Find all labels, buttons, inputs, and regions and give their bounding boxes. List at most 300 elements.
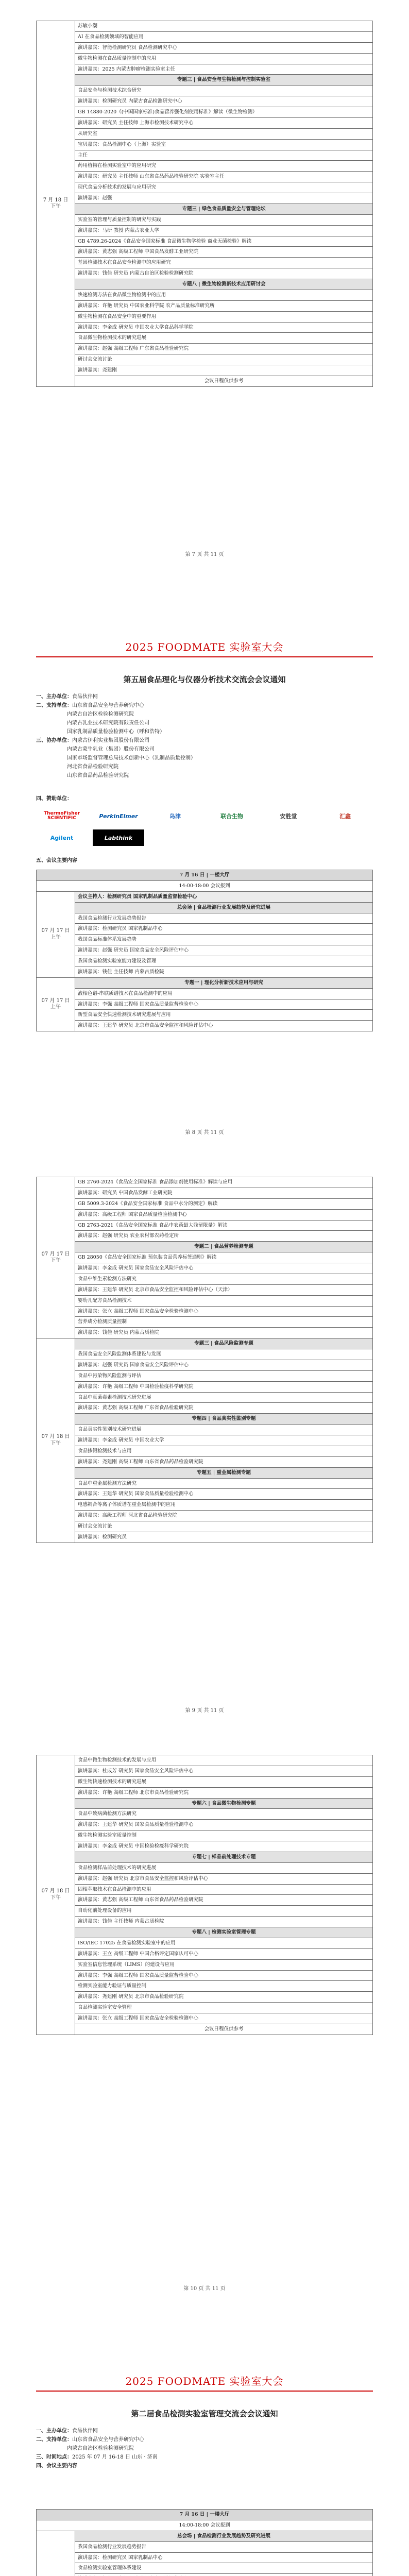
day-cell: 07 月 17 日 上午	[37, 977, 75, 1031]
agenda-item: GB 2763-2021《食品安全国家标准 食品中农药最大残留限量》解读	[75, 1220, 373, 1231]
table-row	[37, 935, 373, 945]
section-heading: 二、支持单位：	[36, 2437, 72, 2443]
table-row	[37, 1820, 373, 1831]
agenda-item: 演讲嘉宾：钱佳 研究员 内蒙古自治区检验检测研究院	[75, 268, 373, 279]
agenda-item: 演讲嘉宾：研究员 主任技师 上海市检测技术研究中心	[75, 117, 373, 128]
meeting-title: 2025 FOODMATE 实验室大会	[125, 2375, 284, 2387]
section-heading: 一、主办单位：	[36, 2428, 72, 2434]
table-row	[37, 128, 373, 139]
table-row	[37, 322, 373, 333]
table-row	[37, 1489, 373, 1500]
table-row	[37, 300, 373, 311]
table-row	[37, 1306, 373, 1317]
section-heading: 二、支持单位：	[36, 703, 72, 708]
table-row	[37, 1414, 373, 1425]
page-number: 第 10 页 共 11 页	[183, 2286, 226, 2292]
table-row	[37, 1328, 373, 1338]
day-cell: 7 月 18 日 下午	[37, 21, 75, 387]
agenda-item: 微生物检测在食品安全中的重要作用	[75, 311, 373, 322]
agenda-item: 固相萃取技术在食品检测中的应用	[75, 1884, 373, 1895]
table-row	[37, 999, 373, 1010]
table-row	[37, 967, 373, 977]
table-row	[37, 225, 373, 236]
lianhe-logo: 联合生物	[220, 813, 243, 820]
table-row	[37, 1831, 373, 1841]
table-row	[37, 1532, 373, 1543]
day-cell: 07 月 17 日 上午	[37, 891, 75, 977]
table-row	[37, 2024, 373, 2035]
agenda-item: 演讲嘉宾：李金成 研究员 中国农业大学食品科学学院	[75, 322, 373, 333]
agenda-item: 演讲嘉宾：检测研究员 国家乳制品中心	[75, 2552, 373, 2563]
day-cell: 07 月 18 日 下午	[37, 1755, 75, 2035]
schedule-table	[36, 21, 373, 387]
table-row	[37, 75, 373, 86]
table-row	[37, 258, 373, 268]
table-row	[37, 1852, 373, 1862]
agenda-item: 演讲嘉宾：许艳 研究员 中国农业科学院 农产品质量标准研究所	[75, 300, 373, 311]
agenda-item: 新型食品安全快速检测技术研究进展与应用	[75, 1010, 373, 1021]
table-row	[37, 1446, 373, 1456]
agenda-item: ISO/IEC 17025 在食品检测实验室中的应用	[75, 1938, 373, 1948]
agenda-item: 演讲嘉宾：尧建刚 研究员 北京市食品检验研究院	[75, 1992, 373, 2003]
agenda-item: 演讲嘉宾：王建华 研究员 国家食品质量检验检测中心	[75, 1489, 373, 1500]
topic-band: 总会场 | 食品检测行业发展趋势及研究进展	[75, 2531, 373, 2541]
labthink-logo: Labthink	[93, 829, 144, 846]
agenda-item: 演讲嘉宾：李金成 研究员 中国农业大学	[75, 1435, 373, 1446]
checkin-row	[37, 2520, 373, 2531]
agenda-item: 演讲嘉宾：研究员 中国食品发酵工业研究院	[75, 1188, 373, 1198]
table-row	[37, 1948, 373, 1959]
agenda-item: 演讲嘉宾：王立 高级工程师 中国合格评定国家认可中心	[75, 1948, 373, 1959]
agenda-item: 电感耦合等离子体质谱在重金属检测中的应用	[75, 1500, 373, 1511]
schedule-table	[36, 2509, 373, 2576]
agenda-item: 演讲嘉宾：赵强 研究员 北京市食品安全监控和风险评估中心	[75, 1873, 373, 1884]
agilent-logo: Agilent	[50, 834, 74, 841]
agenda-item: 演讲嘉宾：李强 高级工程师 国家食品质量监督检验中心	[75, 1970, 373, 1981]
table-row	[37, 1435, 373, 1446]
schedule-note: 会议日程仅供参考	[75, 2024, 373, 2035]
agenda-item: 演讲嘉宾：赵强 研究员 农业农村部农药检定所	[75, 1231, 373, 1242]
agenda-item: 演讲嘉宾：检测研究员 内蒙古食品检测研究中心	[75, 96, 373, 107]
agenda-item: 液相色谱-串联质谱技术在食品检测中的应用	[75, 988, 373, 999]
table-row	[37, 31, 373, 42]
agenda-item: 演讲嘉宾：马研 教授 内蒙古农业大学	[75, 225, 373, 236]
agenda-item: 药用植物在检测实验室中的应用研究	[75, 161, 373, 172]
topic-band: 专题二 | 食品营养检测专题	[75, 1242, 373, 1252]
notice-section	[36, 2453, 373, 2462]
section-line: 内蒙古自治区检验检测研究院	[67, 711, 134, 717]
table-row	[37, 1425, 373, 1435]
topic-band: 专题七 | 样品前处理技术专题	[75, 1852, 373, 1862]
agenda-item: 食品检测实验室安全管理	[75, 2003, 373, 2013]
agenda-item: 演讲嘉宾：王建华 研究员 北京市食品安全监控和风险评估中心	[75, 1021, 373, 1031]
table-row	[37, 1231, 373, 1242]
table-row	[37, 344, 373, 354]
table-row	[37, 1873, 373, 1884]
notice-sections	[36, 2427, 373, 2470]
topic-band: 专题三 | 食品风险监测专题	[75, 1338, 373, 1349]
section-heading: 一、主办单位：	[36, 694, 72, 700]
table-row	[37, 902, 373, 913]
perkinelmer-logo: PerkinElmer	[99, 812, 138, 820]
agenda-item: 食品检测实验室管理体系建设	[75, 2563, 373, 2574]
agenda-item: 现代食品分析技术的发展与应用研究	[75, 182, 373, 193]
agenda-item: 自动化前处理设备的应用	[75, 1906, 373, 1917]
section-line: 内蒙古蒙牛乳业（集团）股份有限公司	[67, 747, 155, 752]
table-row	[37, 924, 373, 935]
table-row	[37, 53, 373, 64]
agenda-item: 演讲嘉宾：黄志强 高级工程师 广东省食品检验研究院	[75, 1403, 373, 1414]
table-row	[37, 891, 373, 902]
agenda-item: 研讨会交流讨论	[75, 354, 373, 365]
table-row	[37, 182, 373, 193]
table-row	[37, 42, 373, 53]
page-10	[0, 1734, 409, 2312]
table-row	[37, 139, 373, 150]
topic-band: 专题五 | 重金属检测专题	[75, 1467, 373, 1478]
agenda-item: 我国食品标准体系发展趋势	[75, 935, 373, 945]
agenda-item: 演讲嘉宾：检测研究员	[75, 1532, 373, 1543]
shimadzu-logo: 岛津	[169, 813, 181, 820]
agenda-item: 食品中真菌毒素检测技术研究进展	[75, 1392, 373, 1403]
agenda-item: 演讲嘉宾：2025 内蒙古肿瘤检测实验室主任	[75, 64, 373, 75]
table-row	[37, 279, 373, 290]
agenda-item: 演讲嘉宾：检测研究员 国家乳制品中心	[75, 924, 373, 935]
table-row	[37, 1755, 373, 1766]
schedule-table	[36, 870, 373, 1031]
table-row	[37, 365, 373, 376]
table-row	[37, 1209, 373, 1220]
schedule-note: 会议日程仅供参考	[75, 376, 373, 386]
agenda-item: 食品中微生物检测技术的发展与应用	[75, 1755, 373, 1766]
table-row	[37, 1884, 373, 1895]
table-row	[37, 214, 373, 225]
anshengtang-logo: 安胜堂	[280, 813, 297, 820]
table-row	[37, 1927, 373, 1938]
section-line: 国家市场监督管理总局技术创新中心（乳制品质量控制）	[67, 755, 196, 761]
page-8	[0, 578, 409, 1156]
agenda-item: 演讲嘉宾：智能检测研究员 食品检测研究中心	[75, 42, 373, 53]
table-row	[37, 1776, 373, 1787]
section-line: 三、协办单位：内蒙古伊利实业集团股份有限公司	[36, 738, 149, 743]
agenda-item: 演讲嘉宾：高级工程师 河北省食品检验研究院	[75, 1511, 373, 1521]
table-row	[37, 1862, 373, 1873]
table-row	[37, 1467, 373, 1478]
table-row	[37, 1895, 373, 1906]
table-row	[37, 977, 373, 988]
date-row	[37, 2510, 373, 2520]
section-line: 内蒙古自治区检验检测研究院	[67, 2446, 134, 2451]
table-row	[37, 1317, 373, 1328]
agenda-item: 我国食品检测行业发展趋势报告	[75, 913, 373, 924]
section-line: 三、时间地点：2025 年 07 月 16-18 日 山东 · 济南	[36, 2454, 158, 2460]
agenda-item: 微生物快速检测技术的研究进展	[75, 1776, 373, 1787]
agenda-item: 演讲嘉宾：杜成芳 研究员 国家食品安全风险评估中心	[75, 1766, 373, 1776]
agenda-item: 演讲嘉宾：许艳 高级工程师 中国检验检疫科学研究院	[75, 1381, 373, 1392]
topic-band: 专题八 | 微生物检测新技术应用研讨会	[75, 279, 373, 290]
table-row	[37, 117, 373, 128]
checkin-time: 14:00-18:00 会议报到	[37, 2520, 373, 2531]
table-row	[37, 1511, 373, 1521]
chair-row: 会议主持人：检测研究员 国家乳制品质量监督检验中心	[75, 891, 373, 902]
notice-sections	[36, 692, 373, 780]
sponsors-heading: 四、赞助单位：	[36, 796, 72, 802]
table-row	[37, 1798, 373, 1809]
table-row	[37, 290, 373, 300]
date-band: 7 月 16 日 | 一楼大厅	[37, 2510, 373, 2520]
notice-section	[36, 2435, 373, 2453]
table-row	[37, 2552, 373, 2563]
section-heading: 四、会议主要内容	[36, 2463, 77, 2469]
table-row	[37, 2531, 373, 2541]
agenda-item: 演讲嘉宾：张立 高级工程师 国家食品安全检验检测中心	[75, 1306, 373, 1317]
section-line: 山东省食品药品检验研究院	[67, 773, 129, 778]
table-row	[37, 1917, 373, 1927]
agenda-item: 演讲嘉宾：张立 高级工程师 国家食品安全检验检测中心	[75, 2013, 373, 2024]
section-line: 二、支持单位：山东省食品安全与营养研究中心	[36, 2437, 144, 2443]
agenda-item: 食品微生物检测技术的研究进展	[75, 333, 373, 344]
table-row	[37, 21, 373, 32]
checkin-row	[37, 880, 373, 891]
agenda-item: 我国食品检测行业发展趋势报告	[75, 2541, 373, 2552]
agenda-item: 食品中致病菌检测方法研究	[75, 1809, 373, 1820]
table-row	[37, 107, 373, 118]
agenda-item: 演讲嘉宾：王建华 研究员 北京市食品安全监控和风险评估中心（天津）	[75, 1284, 373, 1295]
table-row	[37, 1177, 373, 1188]
agenda-item: 主任	[75, 150, 373, 161]
table-row	[37, 1981, 373, 1992]
table-row	[37, 1274, 373, 1284]
notice-section	[36, 762, 373, 780]
table-row	[37, 333, 373, 344]
page-number: 第 7 页 共 11 页	[185, 552, 224, 557]
table-row	[37, 2541, 373, 2552]
table-row	[37, 96, 373, 107]
agenda-item: 食品真实性鉴别技术研究进展	[75, 1425, 373, 1435]
schedule-table	[36, 1755, 373, 2035]
notice-section	[36, 701, 373, 736]
table-row	[37, 1010, 373, 1021]
notice-title: 第五届食品理化与仪器分析技术交流会会议通知	[123, 675, 286, 684]
table-row	[37, 354, 373, 365]
day-cell	[37, 2531, 75, 2576]
topic-band: 专题四 | 食品真实性鉴别专题	[75, 1414, 373, 1425]
table-row	[37, 2563, 373, 2574]
page-11	[0, 2312, 409, 2576]
agenda-item: GB 2760-2024《食品安全国家标准 食品添加剂使用标准》解读与应用	[75, 1177, 373, 1188]
topic-band: 专题六 | 食品微生物检测专题	[75, 1798, 373, 1809]
agenda-item: 演讲嘉宾：钱佳 主任技师 内蒙古质检院	[75, 1917, 373, 1927]
agenda-item: 苏敏小潮	[75, 21, 373, 32]
agenda-item: 实验室信息管理系统（LIMS）的建设与应用	[75, 1959, 373, 1970]
topic-band: 总会场 | 食品检测行业发展趋势及研究进展	[75, 902, 373, 913]
notice-section	[36, 2427, 373, 2435]
date-band: 7 月 16 日 | 一楼大厅	[37, 870, 373, 881]
table-row	[37, 1370, 373, 1381]
section-heading: 三、协办单位：	[36, 738, 72, 743]
agenda-item: 营养成分检测质量控制	[75, 1317, 373, 1328]
agenda-item: 宝贝嘉宾：食品检测中心（上海）实验室	[75, 139, 373, 150]
table-row	[37, 1787, 373, 1798]
agenda-item: GB 5009.3-2024《食品安全国家标准 食品中水分的测定》解读	[75, 1198, 373, 1209]
title-rule	[36, 656, 373, 657]
schedule-table	[36, 1177, 373, 1543]
table-row	[37, 945, 373, 956]
schedule-heading: 五、会议主要内容	[36, 858, 77, 863]
agenda-item: 演讲嘉宾：许艳 高级工程师 北京市食品检验研究院	[75, 1787, 373, 1798]
table-row	[37, 1456, 373, 1467]
title-rule	[36, 2391, 373, 2392]
table-row	[37, 1809, 373, 1820]
table-row	[37, 1252, 373, 1263]
agenda-item: 食品检测样品前处理技术的研究进展	[75, 1862, 373, 1873]
topic-band: 专题三 | 绿色食品质量安全与管理论坛	[75, 204, 373, 214]
date-row	[37, 870, 373, 881]
table-row	[37, 376, 373, 386]
table-row	[37, 268, 373, 279]
table-row	[37, 1021, 373, 1031]
agenda-item: 食品安全与检测技术综合研究	[75, 86, 373, 96]
table-row	[37, 1295, 373, 1306]
thermofisher-logo: ThermoFisher SCIENTIFIC	[43, 811, 80, 821]
table-row	[37, 1766, 373, 1776]
section-heading: 三、时间地点：	[36, 2454, 72, 2460]
sponsor-logos	[36, 808, 373, 846]
section-line: 国家乳制品质量检验检测中心（呼和浩特）	[67, 729, 165, 735]
agenda-item: 演讲嘉宾：李金成 研究员 国家食品安全风险评估中心	[75, 1263, 373, 1274]
agenda-item: GB 14880-2020《(中国国家标准)食品营养强化剂使用标准》解读（微生物检测）	[75, 107, 373, 118]
table-row	[37, 1220, 373, 1231]
table-row	[37, 64, 373, 75]
notice-section	[36, 736, 373, 762]
agenda-item: 实验室的管理与质量控制的研究与实践	[75, 214, 373, 225]
agenda-item: 演讲嘉宾：黄志强 高级工程师 中国食品发酵工业研究院	[75, 247, 373, 258]
table-row	[37, 1263, 373, 1274]
notice-section	[36, 692, 373, 701]
agenda-item: 食品中污染物风险监测与评估	[75, 1370, 373, 1381]
agenda-item: AI 在食品检测领域的智能应用	[75, 31, 373, 42]
table-row	[37, 161, 373, 172]
agenda-item: 婴幼儿配方食品检测技术	[75, 1295, 373, 1306]
page-number: 第 9 页 共 11 页	[185, 1708, 224, 1714]
table-row	[37, 1381, 373, 1392]
agenda-item: 演讲嘉宾：赵强 研究员 国家食品安全风险评估中心	[75, 1360, 373, 1370]
topic-band: 专题一 | 理化分析新技术应用与研究	[75, 977, 373, 988]
page-7	[0, 0, 409, 578]
table-row	[37, 236, 373, 247]
table-row	[37, 204, 373, 214]
agenda-item: 演讲嘉宾：李强 高级工程师 国家食品质量监督检验中心	[75, 999, 373, 1010]
table-row	[37, 247, 373, 258]
table-row	[37, 1360, 373, 1370]
table-row	[37, 1242, 373, 1252]
agenda-item: 演讲嘉宾：赵强 高级工程师 广东省食品检验研究院	[75, 344, 373, 354]
section-line: 一、主办单位：食品伙伴网	[36, 2428, 98, 2434]
table-row	[37, 1938, 373, 1948]
agenda-item: 基因检测技术在食品安全检测中的应用研究	[75, 258, 373, 268]
agenda-item: 演讲嘉宾：赵强 研究员 国家食品安全风险评估中心	[75, 945, 373, 956]
agenda-item: 食品中重金属检测方法研究	[75, 1478, 373, 1489]
huixin-logo: 汇鑫	[339, 813, 351, 820]
table-row	[37, 1500, 373, 1511]
table-row	[37, 1338, 373, 1349]
table-row	[37, 193, 373, 204]
table-row	[37, 1198, 373, 1209]
agenda-item: 从研究室	[75, 128, 373, 139]
agenda-item: 快速检测方法在食品微生物检测中的应用	[75, 290, 373, 300]
table-row	[37, 1841, 373, 1852]
checkin-time: 14:00-18:00 会议报到	[37, 880, 373, 891]
table-row	[37, 150, 373, 161]
table-row	[37, 1959, 373, 1970]
notice-section	[36, 2462, 373, 2470]
page-9	[0, 1156, 409, 1734]
day-cell: 07 月 17 日 下午	[37, 1177, 75, 1338]
section-line: 二、支持单位：山东省食品安全与营养研究中心	[36, 703, 144, 708]
section-line: 河北省食品检验研究院	[67, 764, 118, 770]
table-row	[37, 2003, 373, 2013]
topic-band: 专题三 | 食品安全与生物检测与控制实验室	[75, 75, 373, 86]
day-cell: 07 月 18 日 下午	[37, 1338, 75, 1543]
section-line: 内蒙古乳业技术研究院有限责任公司	[67, 720, 149, 726]
table-row	[37, 311, 373, 322]
agenda-item: 研讨会交流讨论	[75, 1521, 373, 1532]
topic-band: 专题八 | 检测实验室管理专题	[75, 1927, 373, 1938]
table-row	[37, 913, 373, 924]
agenda-item: 演讲嘉宾：钱佳 主任技师 内蒙古质检院	[75, 967, 373, 977]
table-row	[37, 1284, 373, 1295]
table-row	[37, 1521, 373, 1532]
agenda-item: GB 28050《食品安全国家标准 预包装食品营养标签通则》解读	[75, 1252, 373, 1263]
table-row	[37, 1478, 373, 1489]
table-row	[37, 1188, 373, 1198]
agenda-item: 演讲嘉宾：高级工程师 国家食品质量检验检测中心	[75, 1209, 373, 1220]
agenda-item: 演讲嘉宾：钱佳 研究员 内蒙古质检院	[75, 1328, 373, 1338]
table-row	[37, 1403, 373, 1414]
meeting-title: 2025 FOODMATE 实验室大会	[125, 641, 284, 653]
notice-title: 第二届食品检测实验室管理交流会会议通知	[131, 2409, 278, 2418]
table-row	[37, 2574, 373, 2576]
agenda-item: 演讲嘉宾：尧建刚 高级工程师 山东省食品药品检验研究院	[75, 1456, 373, 1467]
agenda-item: 检测实验室能力验证与质量控制	[75, 1981, 373, 1992]
agenda-item: 我国食品检测实验室能力建设及管理	[75, 956, 373, 967]
table-row	[37, 1392, 373, 1403]
agenda-item: 微生物检测在食品质量控制中的应用	[75, 53, 373, 64]
table-row	[37, 86, 373, 96]
table-row	[37, 1349, 373, 1360]
agenda-item: 演讲嘉宾：李金成 研究员 中国检验检疫科学研究院	[75, 1841, 373, 1852]
table-row	[37, 1970, 373, 1981]
table-row	[37, 988, 373, 999]
agenda-item: 演讲嘉宾：研究员 主任技师 山东省食品药品检验研究院 实验室主任	[75, 172, 373, 182]
agenda-item: 微生物检测实验室质量控制	[75, 1831, 373, 1841]
table-row	[37, 172, 373, 182]
agenda-item: 演讲嘉宾：黄志强 高级工程师 山东省食品药品检验研究院	[75, 1895, 373, 1906]
agenda-item: 食品中维生素检测方法研究	[75, 1274, 373, 1284]
agenda-item: GB 4789.26-2024《食品安全国家标准 食品微生物学检验 商业无菌检验》解读	[75, 236, 373, 247]
agenda-item: 食品掺假检测技术与应用	[75, 1446, 373, 1456]
agenda-item: 演讲嘉宾：尧建刚	[75, 365, 373, 376]
agenda-item	[75, 2574, 373, 2576]
table-row	[37, 956, 373, 967]
table-row	[37, 1906, 373, 1917]
table-row	[37, 2013, 373, 2024]
table-row	[37, 1992, 373, 2003]
agenda-item: 我国食品安全风险监测体系建设与发展	[75, 1349, 373, 1360]
agenda-item: 演讲嘉宾：王建华 研究员 国家食品质量检验检测中心	[75, 1820, 373, 1831]
section-line: 一、主办单位：食品伙伴网	[36, 694, 98, 700]
agenda-item: 演讲嘉宾：赵强	[75, 193, 373, 204]
